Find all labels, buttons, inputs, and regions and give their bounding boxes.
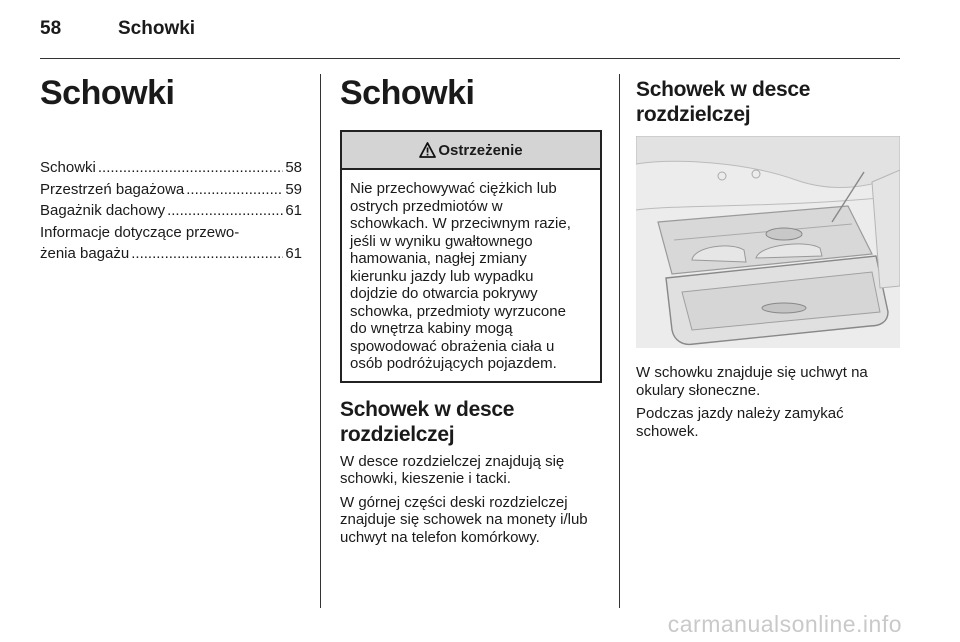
- page-header: [40, 18, 195, 40]
- toc-entry-label: Przestrzeń bagażowa: [40, 180, 185, 198]
- toc-entry[interactable]: [40, 222, 302, 265]
- toc-entry[interactable]: [40, 200, 302, 222]
- warning-header: [342, 132, 600, 170]
- toc-list: [40, 157, 302, 265]
- glovebox-section: [340, 397, 602, 547]
- right-paragraph-1: W schowku znajduje się uchwyt na okulary słoneczne.: [636, 364, 868, 399]
- warning-box: [340, 130, 602, 383]
- glovebox-paragraph-1: W desce rozdzielczej znajdują się schowki, kieszenie i tacki.: [340, 452, 565, 487]
- right-section-heading: Schowek w desce rozdzielczej: [636, 78, 811, 126]
- column-divider-left: [320, 74, 321, 608]
- warning-text: Nie przechowywać ciężkich lub ostrych przedmiotów w schowkach. W przeciwnym razie, jeśli w wyniku gwałtownego hamowania, nagłej zmiany kierunku jazdy lub wypadku dojdzie do otwarcia pokrywy schowka, przedmioty wyrzucone do wnętrza kabiny mogą spowodować obrażenia ciała u osób podróżujących pojazdem.: [350, 180, 571, 372]
- header-rule: [40, 58, 900, 59]
- toc-column: [40, 74, 302, 265]
- toc-entry-page: 58: [285, 159, 302, 176]
- section-title: Schowki: [340, 74, 475, 112]
- toc-entry-label: Schowki: [40, 159, 96, 176]
- glovebox-paragraph-2: W górnej części deski rozdzielczej znajduje się schowek na monety i/lub uchwyt na telefon komórkowy.: [340, 493, 588, 546]
- glovebox-heading: Schowek w desce rozdzielczej: [340, 397, 515, 446]
- right-paragraph-2: Podczas jazdy należy zamykać schowek.: [636, 405, 844, 440]
- toc-entry-label: Bagażnik dachowy: [40, 202, 166, 219]
- right-column: [636, 74, 900, 446]
- warning-heading: Ostrzeżenie: [438, 141, 523, 159]
- toc-entry-page: 59: [285, 180, 302, 198]
- toc-entry-page: 61: [285, 202, 302, 219]
- toc-entry[interactable]: [40, 157, 302, 179]
- toc-entry[interactable]: [40, 179, 302, 201]
- toc-entry-page: 61: [285, 245, 302, 262]
- main-column: [340, 74, 602, 552]
- header-title: Schowki: [118, 18, 196, 39]
- glovebox-illustration: [636, 136, 900, 348]
- column-divider-right: [619, 74, 620, 608]
- warning-triangle-icon: [419, 142, 436, 158]
- page-number: 58: [40, 18, 62, 39]
- watermark: carmanualsonline.info: [667, 611, 902, 637]
- toc-title: Schowki: [40, 74, 175, 112]
- toc-entry-label-cont: żenia bagażu: [40, 245, 130, 262]
- toc-entry-label: Informacje dotyczące przewo-: [40, 223, 240, 241]
